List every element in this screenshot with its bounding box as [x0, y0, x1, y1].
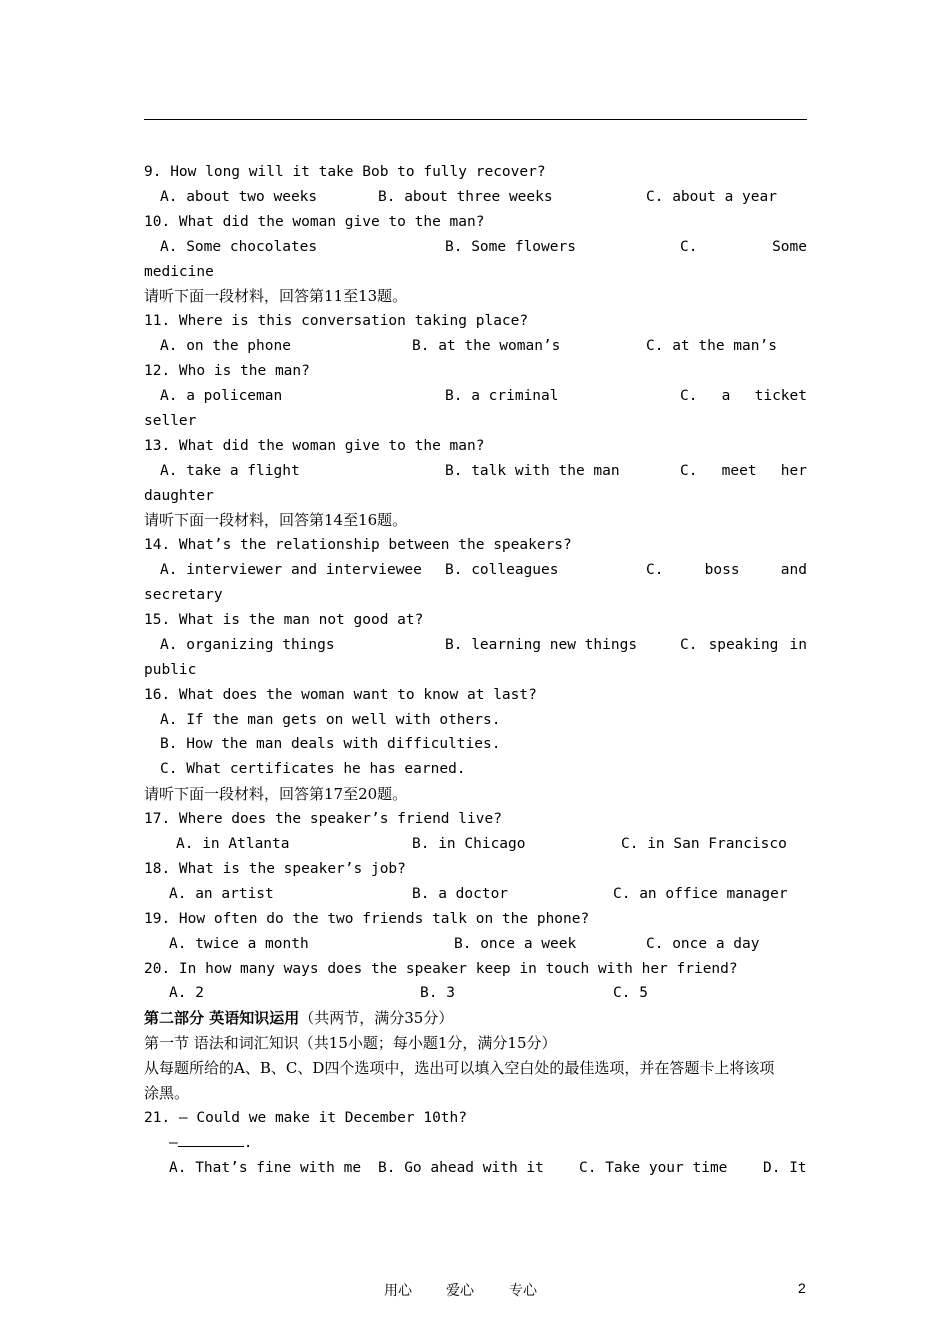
question-19-stem: 19. How often do the two friends talk on the phone?: [144, 910, 590, 927]
question-17-options: [144, 832, 807, 857]
listening-instruction-11-13: 请听下面一段材料，回答第11至13题。: [144, 287, 408, 306]
option-b: B. Some flowers: [445, 238, 576, 255]
option-b: B. a doctor: [412, 885, 509, 902]
listening-instruction-17-20: 请听下面一段材料，回答第17至20题。: [144, 785, 408, 804]
option-c: C. speaking in: [680, 636, 807, 653]
option-c: C. about a year: [646, 188, 777, 205]
question-16-option-c: C. What certificates he has earned.: [160, 761, 466, 778]
option-a: A. Some chocolates: [160, 238, 318, 255]
question-18-options: [144, 882, 807, 907]
footer-motto-2: 爱心: [446, 1283, 474, 1299]
option-b: B. about three weeks: [378, 188, 553, 205]
option-b: B. a criminal: [445, 388, 559, 405]
option-a: A. interviewer and interviewee: [160, 562, 422, 579]
option-a: A. take a flight: [160, 462, 300, 479]
header-rule: [144, 119, 807, 120]
option-a: A. a policeman: [160, 388, 283, 405]
section-1-heading: 第一节 语法和词汇知识（共15小题；每小题1分，满分15分）: [144, 1034, 557, 1053]
option-c: C. meet her: [680, 462, 807, 479]
answer-blank: [178, 1132, 244, 1147]
option-c: C. once a day: [646, 935, 760, 952]
option-c-text: Some: [772, 238, 807, 255]
question-19-options: [144, 932, 807, 957]
option-b: B. talk with the man: [445, 462, 620, 479]
option-c: C. Take your time: [579, 1159, 728, 1176]
option-a: A. 2: [169, 985, 204, 1002]
directions-line-1: 从每题所给的A、B、C、D四个选项中，选出可以填入空白处的最佳选项，并在答题卡上将该项: [144, 1059, 775, 1078]
option-c: C. a ticket: [680, 388, 807, 405]
question-14-option-c-continued: secretary: [144, 587, 223, 604]
question-13-options: [144, 459, 807, 484]
option-a: A. That’s fine with me: [169, 1159, 362, 1176]
footer-motto-3: 专心: [509, 1283, 537, 1299]
option-a: A. on the phone: [160, 338, 291, 355]
part-2-score-note: （共两节，满分35分）: [299, 1009, 454, 1028]
question-10-stem: 10. What did the woman give to the man?: [144, 213, 485, 230]
option-b: B. once a week: [454, 935, 577, 952]
option-c: C. at the man’s: [646, 338, 777, 355]
question-13-stem: 13. What did the woman give to the man?: [144, 437, 485, 454]
question-20-stem: 20. In how many ways does the speaker keep in touch with her friend?: [144, 960, 738, 977]
question-13-option-c-continued: daughter: [144, 487, 214, 504]
option-b: B. in Chicago: [412, 836, 526, 853]
option-b: B. Go ahead with it: [378, 1159, 544, 1176]
option-d: D. It: [763, 1159, 807, 1176]
option-c: C.: [680, 238, 698, 255]
option-a: A. twice a month: [169, 935, 309, 952]
question-15-options: [144, 633, 807, 658]
option-a: A. about two weeks: [160, 188, 318, 205]
question-11-stem: 11. Where is this conversation taking place?: [144, 313, 529, 330]
question-9-stem: 9. How long will it take Bob to fully recover?: [144, 164, 546, 180]
option-a: A. organizing things: [160, 636, 335, 653]
question-15-option-c-continued: public: [144, 661, 197, 678]
question-17-stem: 17. Where does the speaker’s friend live?: [144, 811, 502, 828]
page-number: 2: [798, 1280, 806, 1296]
question-14-stem: 14. What’s the relationship between the speakers?: [144, 537, 572, 554]
question-10-option-c-continued: medicine: [144, 263, 214, 280]
question-16-stem: 16. What does the woman want to know at last?: [144, 686, 537, 703]
question-14-options: [144, 558, 807, 583]
footer-motto-1: 用心: [384, 1283, 412, 1299]
listening-instruction-14-16: 请听下面一段材料，回答第14至16题。: [144, 511, 408, 530]
question-11-options: [144, 334, 807, 359]
option-c: C. boss and: [646, 562, 807, 579]
page-footer: [0, 1280, 950, 1304]
directions-line-2: 涂黑。: [144, 1083, 190, 1102]
question-10-options: [144, 235, 807, 260]
part-2-title: 第二部分 英语知识运用: [144, 1009, 300, 1028]
question-20-options: [144, 981, 807, 1006]
question-16-option-b: B. How the man deals with difficulties.: [160, 736, 501, 753]
dash: —: [169, 1134, 178, 1151]
option-b: B. colleagues: [445, 562, 559, 579]
question-12-stem: 12. Who is the man?: [144, 363, 310, 380]
question-21-options: [144, 1156, 807, 1181]
question-12-option-c-continued: seller: [144, 412, 197, 429]
question-21-response-line: [144, 1131, 807, 1156]
part-2-heading: [144, 1006, 807, 1031]
option-c: C. in San Francisco: [621, 836, 787, 853]
option-b: B. 3: [420, 985, 455, 1002]
option-c: C. 5: [613, 985, 648, 1002]
question-18-stem: 18. What is the speaker’s job?: [144, 860, 406, 877]
period: .: [243, 1134, 253, 1151]
question-12-options: [144, 384, 807, 409]
exam-page: [144, 160, 807, 1181]
question-15-stem: 15. What is the man not good at?: [144, 612, 424, 629]
question-9-options: [144, 185, 807, 210]
option-b: B. at the woman’s: [412, 338, 561, 355]
option-c: C. an office manager: [613, 885, 788, 902]
option-b: B. learning new things: [445, 636, 638, 653]
question-21-stem: 21. — Could we make it December 10th?: [144, 1109, 468, 1126]
question-16-option-a: A. If the man gets on well with others.: [160, 711, 501, 728]
option-a: A. an artist: [169, 885, 274, 902]
option-a: A. in Atlanta: [176, 836, 290, 853]
